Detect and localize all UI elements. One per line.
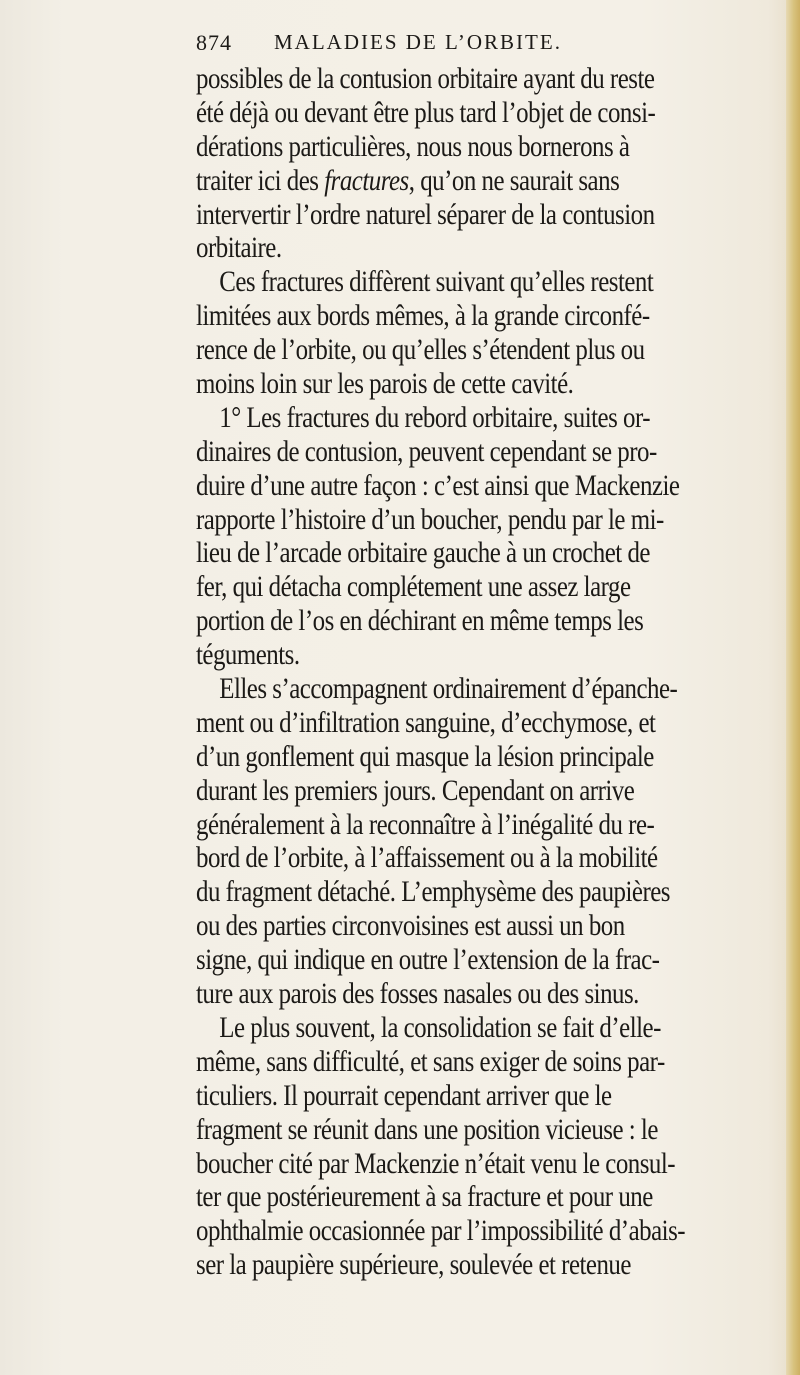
body-text xyxy=(196,62,781,1282)
text-line: Le plus souvent, la consolidation se fait d’elle- xyxy=(219,1010,661,1044)
text-line: durant les premiers jours. Cependant on arrive xyxy=(196,773,635,807)
page-header xyxy=(196,30,716,56)
text-line: fragment se réunit dans une position vicieuse : le xyxy=(196,1112,658,1146)
text-line: dinaires de contusion, peuvent cependant se pro- xyxy=(196,434,657,468)
text-line: généralement à la reconnaître à l’inégalité du re- xyxy=(196,807,655,841)
text-line: traiter ici des fractures, qu’on ne saurait sans xyxy=(196,163,620,197)
text-line: Ces fractures diffèrent suivant qu’elles restent xyxy=(219,265,654,299)
text-line: du fragment détaché. L’emphysème des paupières xyxy=(196,875,670,909)
text-line: ou des parties circonvoisines est aussi un bon xyxy=(196,909,625,943)
text-line: rence de l’orbite, ou qu’elles s’étendent plus ou xyxy=(196,333,645,367)
text-line: Elles s’accompagnent ordinairement d’épanche- xyxy=(219,672,678,706)
running-title: MALADIES DE L’ORBITE. xyxy=(274,30,562,54)
text-line: boucher cité par Mackenzie n’était venu le consul- xyxy=(196,1146,676,1180)
text-line: fer, qui détacha complétement une assez large xyxy=(196,570,631,604)
text-line: bord de l’orbite, à l’affaissement ou à la mobilité xyxy=(196,841,658,875)
text-line: moins loin sur les parois de cette cavité. xyxy=(196,367,574,401)
text-line: téguments. xyxy=(196,638,300,672)
text-line: signe, qui indique en outre l’extension de la frac- xyxy=(196,943,660,977)
text-line: 1° Les fractures du rebord orbitaire, suites or- xyxy=(219,400,651,434)
text-line: rapporte l’histoire d’un boucher, pendu par le mi- xyxy=(196,502,664,536)
text-line: possibles de la contusion orbitaire ayant du reste xyxy=(196,62,655,95)
emphasized-word: fractures xyxy=(324,163,409,197)
text-line: ture aux parois des fosses nasales ou des sinus. xyxy=(196,977,639,1011)
text-line: ophthalmie occasionnée par l’impossibilité d’abais- xyxy=(196,1214,686,1248)
text-line: été déjà ou devant être plus tard l’objet de consi- xyxy=(196,95,656,129)
text-line: ment ou d’infiltration sanguine, d’ecchymose, et xyxy=(196,705,656,739)
text-line: ter que postérieurement à sa fracture et pour une xyxy=(196,1180,653,1214)
text-line: limitées aux bords mêmes, à la grande circonfé- xyxy=(196,299,650,333)
text-line: portion de l’os en déchirant en même temps les xyxy=(196,604,644,638)
text-line: même, sans difficulté, et sans exiger de soins par- xyxy=(196,1044,665,1078)
text-line: duire d’une autre façon : c’est ainsi que Mackenzie xyxy=(196,468,680,502)
page-number: 874 xyxy=(196,30,232,55)
text-line: intervertir l’ordre naturel séparer de la contusion xyxy=(196,197,655,231)
text-line: orbitaire. xyxy=(196,231,282,265)
text-line: d’un gonflement qui masque la lésion principale xyxy=(196,739,654,773)
page-edge xyxy=(786,0,800,1375)
text-line: dérations particulières, nous nous bornerons à xyxy=(196,129,630,163)
text-line: lieu de l’arcade orbitaire gauche à un crochet de xyxy=(196,536,650,570)
text-line: ser la paupière supérieure, soulevée et retenue xyxy=(196,1248,631,1282)
text-line: ticuliers. Il pourrait cependant arriver que le xyxy=(196,1078,612,1112)
